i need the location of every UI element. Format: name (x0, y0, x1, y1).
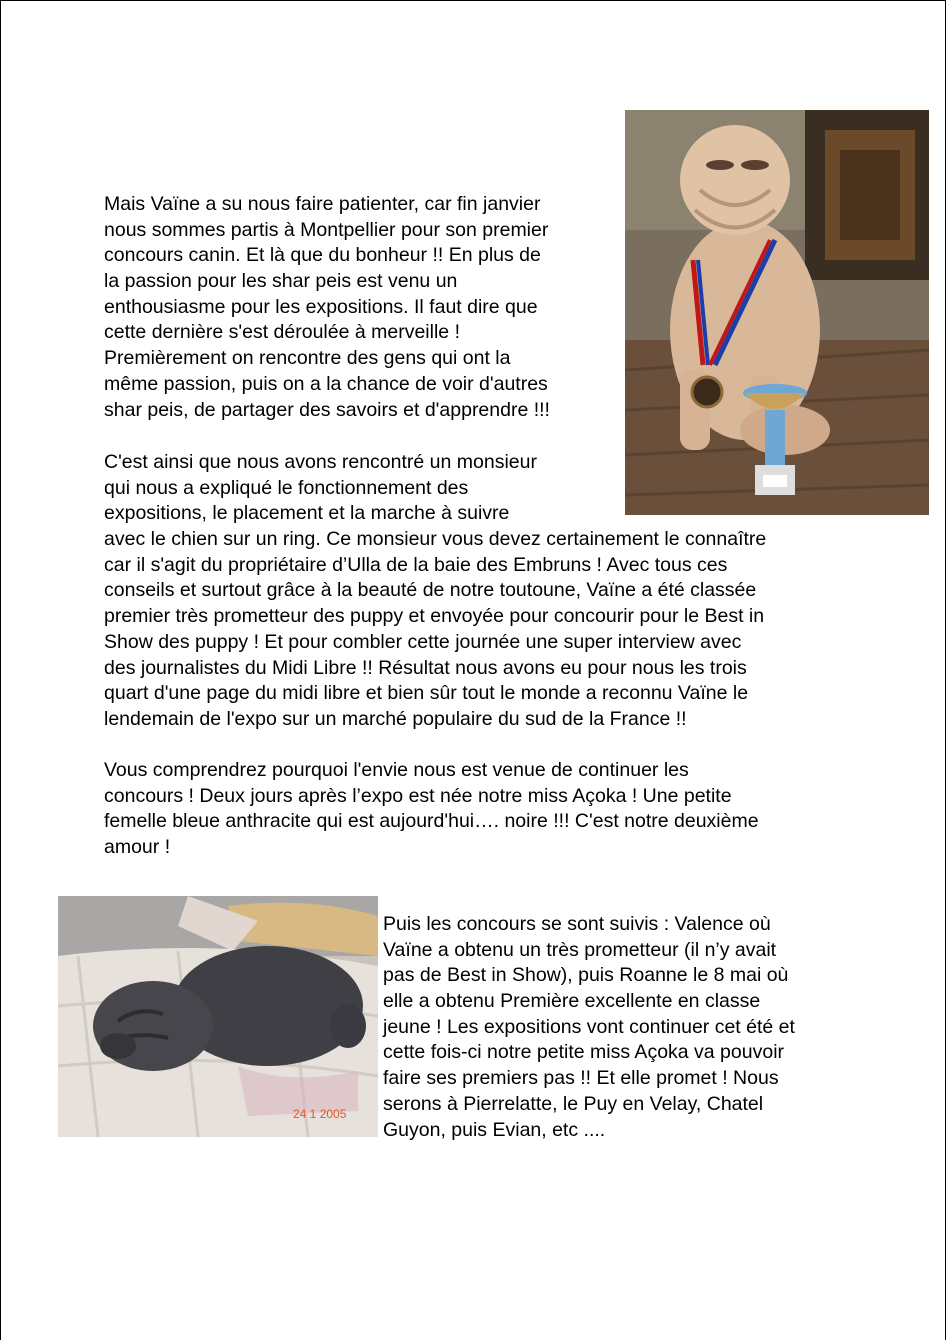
intro-line: la passion pour les shar peis est venu un (104, 270, 458, 293)
intro-line: concours canin. Et là que du bonheur !! En plus de (104, 244, 541, 267)
monsieur-line: conseils et surtout grâce à la beauté de notre toutoune, Vaïne a été classée (104, 579, 757, 602)
intro-line: enthousiasme pour les expositions. Il faut dire que (104, 295, 538, 318)
intro-line: Mais Vaïne a su nous faire patienter, car fin janvier (104, 193, 541, 215)
concours-line: concours ! Deux jours après l’expo est née notre miss Açoka ! Une petite (104, 784, 732, 807)
suite-line: elle a obtenu Première excellente en classe (383, 990, 761, 1013)
monsieur-line: des journalistes du Midi Libre !! Résultat nous avons eu pour nous les trois (104, 656, 747, 679)
intro-line: même passion, puis on a la chance de voir d'autres (104, 372, 548, 395)
intro-line: shar peis, de partager des savoirs et d'apprendre !!! (104, 398, 550, 421)
concours-line: Vous comprendrez pourquoi l'envie nous est venue de continuer les (104, 759, 689, 781)
suite-line: Vaïne a obtenu un très prometteur (il n’y avait (383, 938, 777, 961)
monsieur-line: car il s'agit du propriétaire d’Ulla de la baie des Embruns ! Avec tous ces (104, 553, 728, 576)
suite-line: cette fois-ci notre petite miss Açoka va pouvoir (383, 1041, 785, 1064)
puppy-photo (58, 896, 378, 1137)
monsieur-paragraph (104, 450, 766, 733)
intro-paragraph (104, 192, 550, 423)
puppy-photo-date-stamp: 24 1 2005 (293, 1107, 347, 1121)
monsieur-line: avec le chien sur un ring. Ce monsieur vous devez certainement le connaître (104, 528, 767, 551)
monsieur-line: C'est ainsi que nous avons rencontré un monsieur (104, 451, 537, 473)
intro-line: Premièrement on rencontre des gens qui ont la (104, 347, 511, 370)
monsieur-line: quart d'une page du midi libre et bien sûr tout le monde a reconnu Vaïne le (104, 682, 749, 705)
concours-paragraph (104, 758, 759, 861)
suite-line: jeune ! Les expositions vont continuer cet été et (383, 1015, 795, 1038)
suite-line: serons à Pierrelatte, le Puy en Velay, Chatel (383, 1092, 764, 1115)
monsieur-line: premier très prometteur des puppy et envoyée pour concourir pour le Best in (104, 605, 765, 628)
intro-line: nous sommes partis à Montpellier pour son premier (104, 218, 549, 241)
monsieur-line: qui nous a expliqué le fonctionnement des (104, 476, 469, 499)
monsieur-line: lendemain de l'expo sur un marché populaire du sud de la France !! (104, 707, 687, 730)
concours-line: amour ! (104, 836, 171, 859)
concours-line: femelle bleue anthracite qui est aujourd'hui…. noire !!! C'est notre deuxième (104, 810, 759, 833)
suite-paragraph (383, 912, 795, 1143)
intro-line: cette dernière s'est déroulée à merveille ! (104, 321, 460, 344)
monsieur-line: Show des puppy ! Et pour combler cette journée une super interview avec (104, 630, 742, 653)
suite-line: Puis les concours se sont suivis : Valence où (383, 913, 771, 935)
monsieur-line: expositions, le placement et la marche à suivre (104, 502, 510, 525)
suite-line: faire ses premiers pas !! Et elle promet ! Nous (383, 1067, 779, 1090)
suite-line: pas de Best in Show), puis Roanne le 8 mai où (383, 964, 789, 987)
suite-line: Guyon, puis Evian, etc .... (383, 1118, 606, 1141)
